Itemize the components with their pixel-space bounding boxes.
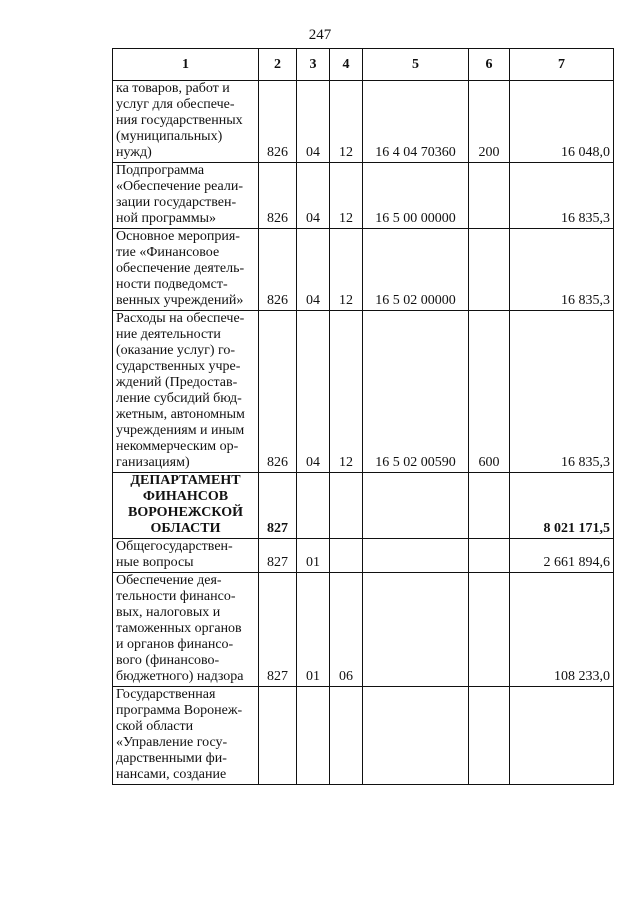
ministry-code-cell: 826 xyxy=(259,81,297,163)
target-article-cell xyxy=(363,687,469,785)
row-name-cell: Государственная программа Воронеж- ской области «Управление госу- дарственными фи- нансами, создание xyxy=(113,687,259,785)
page-number: 247 xyxy=(308,27,332,43)
section-code-cell: 04 xyxy=(297,81,330,163)
amount-cell: 16 048,0 xyxy=(510,81,614,163)
target-article-cell: 16 5 02 00000 xyxy=(363,229,469,311)
subsection-code-cell: 12 xyxy=(330,229,363,311)
ministry-code-cell: 826 xyxy=(259,163,297,229)
target-article-cell xyxy=(363,473,469,539)
target-article-cell xyxy=(363,573,469,687)
expense-type-cell xyxy=(469,473,510,539)
ministry-code-cell xyxy=(259,687,297,785)
ministry-code-cell: 827 xyxy=(259,473,297,539)
table-row xyxy=(113,573,614,687)
department-name-cell: ДЕПАРТАМЕНТ ФИНАНСОВ ВОРОНЕЖСКОЙ ОБЛАСТИ xyxy=(113,473,259,539)
ministry-code-cell: 827 xyxy=(259,573,297,687)
amount-cell: 16 835,3 xyxy=(510,163,614,229)
target-article-cell: 16 5 00 00000 xyxy=(363,163,469,229)
column-header-7: 7 xyxy=(510,49,614,81)
table-row xyxy=(113,539,614,573)
row-name-cell: Расходы на обеспече- ние деятельности (оказание услуг) го- сударственных учре- ждений (Предостав- ление субсидий бюд- жетным, автономным учреждениям и иным некоммерческим ор- ганизациям) xyxy=(113,311,259,473)
subsection-code-cell: 06 xyxy=(330,573,363,687)
ministry-code-cell: 827 xyxy=(259,539,297,573)
column-header-5: 5 xyxy=(363,49,469,81)
table-row xyxy=(113,687,614,785)
subsection-code-cell xyxy=(330,473,363,539)
section-code-cell: 01 xyxy=(297,573,330,687)
ministry-code-cell: 826 xyxy=(259,229,297,311)
amount-cell: 2 661 894,6 xyxy=(510,539,614,573)
target-article-cell: 16 5 02 00590 xyxy=(363,311,469,473)
section-code-cell: 04 xyxy=(297,229,330,311)
expense-type-cell xyxy=(469,539,510,573)
row-name-cell: Обеспечение дея- тельности финансо- вых, налоговых и таможенных органов и органов финансо- вого (финансово- бюджетного) надзора xyxy=(113,573,259,687)
expense-type-cell: 600 xyxy=(469,311,510,473)
column-header-2: 2 xyxy=(259,49,297,81)
column-header-4: 4 xyxy=(330,49,363,81)
row-name-cell: Общегосударствен- ные вопросы xyxy=(113,539,259,573)
ministry-code-cell: 826 xyxy=(259,311,297,473)
section-code-cell: 04 xyxy=(297,163,330,229)
section-code-cell: 04 xyxy=(297,311,330,473)
table-row xyxy=(113,81,614,163)
subsection-code-cell: 12 xyxy=(330,163,363,229)
subsection-code-cell xyxy=(330,539,363,573)
expense-type-cell xyxy=(469,573,510,687)
row-name-cell: Подпрограмма «Обеспечение реали- зации государствен- ной программы» xyxy=(113,163,259,229)
budget-table xyxy=(112,48,614,785)
section-code-cell: 01 xyxy=(297,539,330,573)
amount-cell xyxy=(510,687,614,785)
subsection-code-cell: 12 xyxy=(330,311,363,473)
amount-cell: 108 233,0 xyxy=(510,573,614,687)
column-header-6: 6 xyxy=(469,49,510,81)
target-article-cell xyxy=(363,539,469,573)
expense-type-cell xyxy=(469,163,510,229)
table-row xyxy=(113,163,614,229)
department-row xyxy=(113,473,614,539)
column-header-1: 1 xyxy=(113,49,259,81)
subsection-code-cell: 12 xyxy=(330,81,363,163)
row-name-cell: Основное мероприя- тие «Финансовое обеспечение деятель- ности подведомст- венных учреждений» xyxy=(113,229,259,311)
subsection-code-cell xyxy=(330,687,363,785)
expense-type-cell xyxy=(469,687,510,785)
header-row xyxy=(113,49,614,81)
expense-type-cell xyxy=(469,229,510,311)
column-header-3: 3 xyxy=(297,49,330,81)
table-row xyxy=(113,311,614,473)
section-code-cell xyxy=(297,687,330,785)
amount-cell: 16 835,3 xyxy=(510,311,614,473)
department-total-amount: 8 021 171,5 xyxy=(510,473,614,539)
section-code-cell xyxy=(297,473,330,539)
table-row xyxy=(113,229,614,311)
target-article-cell: 16 4 04 70360 xyxy=(363,81,469,163)
amount-cell: 16 835,3 xyxy=(510,229,614,311)
row-name-cell: ка товаров, работ и услуг для обеспече- ния государственных (муниципальных) нужд) xyxy=(113,81,259,163)
expense-type-cell: 200 xyxy=(469,81,510,163)
